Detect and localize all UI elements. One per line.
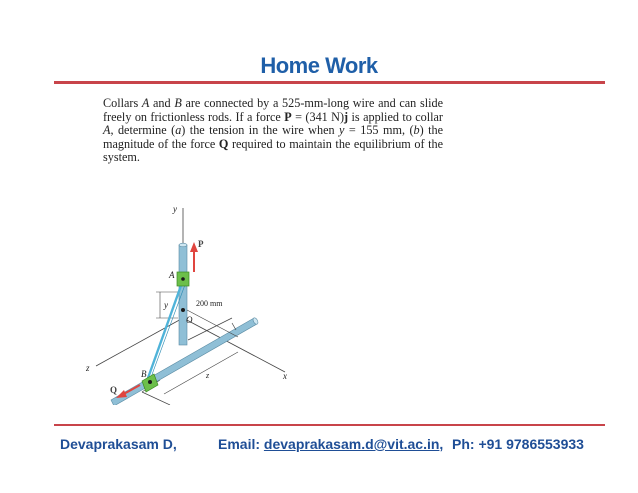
dimension-line bbox=[187, 310, 238, 337]
label-x-axis: x bbox=[283, 371, 287, 381]
z-dimension-line bbox=[164, 352, 238, 394]
slide-title: Home Work bbox=[260, 53, 378, 78]
vertical-rod bbox=[179, 245, 187, 345]
problem-statement: Collars A and B are connected by a 525-mm-long wire and can slide freely on frictionless rods. If a force P = (341 N)j is applied to collar A, determine (a) the tension in the wire when y = 155 mm, (b) the magnitude of the force Q required to maintain the equilibrium of the system. bbox=[103, 96, 443, 165]
label-a: A bbox=[169, 270, 175, 280]
bottom-divider bbox=[54, 424, 605, 426]
dimension-label: 200 mm bbox=[196, 299, 223, 308]
label-y-axis: y bbox=[173, 204, 177, 214]
collar-b-pin bbox=[148, 380, 152, 384]
label-q: Q bbox=[110, 385, 118, 395]
z-label: z bbox=[206, 371, 210, 380]
y-dim-label: y bbox=[164, 300, 168, 310]
label-z-axis: z bbox=[86, 363, 90, 373]
email-link[interactable]: devaprakasam.d@vit.ac.in bbox=[263, 436, 440, 452]
plane-edge bbox=[142, 392, 170, 405]
footer-phone: Ph: +91 9786553933 bbox=[452, 436, 584, 452]
vertical-rod-top bbox=[179, 243, 187, 247]
top-divider bbox=[54, 81, 605, 84]
footer-name: Devaprakasam D, bbox=[60, 436, 177, 452]
label-b: B bbox=[141, 369, 147, 379]
label-o: O bbox=[186, 315, 193, 325]
point-o bbox=[181, 308, 185, 312]
force-q-arrow-icon bbox=[116, 390, 127, 398]
label-p: P bbox=[198, 239, 204, 249]
force-p-arrow-icon bbox=[190, 242, 198, 252]
collar-a-pin bbox=[181, 277, 185, 281]
footer-email: Email: devaprakasam.d@vit.ac.in, bbox=[218, 436, 444, 452]
mechanics-figure bbox=[80, 200, 310, 405]
dimension-line bbox=[232, 323, 236, 330]
